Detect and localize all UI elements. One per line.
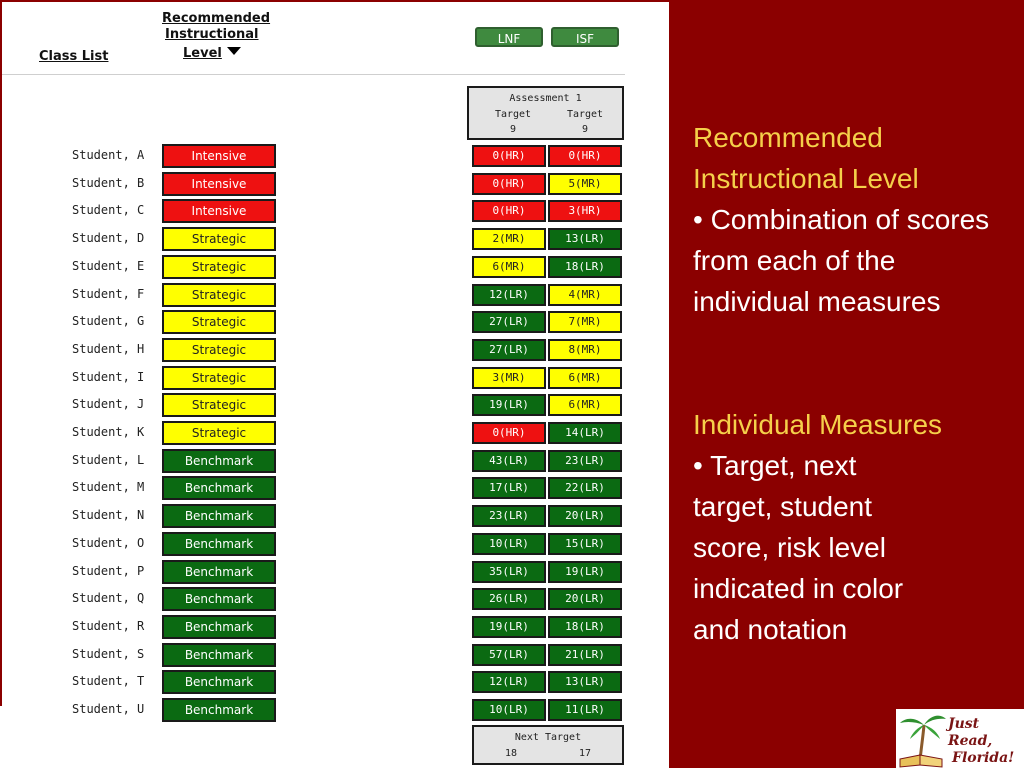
isf-score-cell: 20(LR) (548, 505, 622, 527)
rec-header-line3: Level (183, 46, 222, 61)
lnf-score-cell: 6(MR) (472, 256, 546, 278)
isf-score-cell: 6(MR) (548, 394, 622, 416)
lnf-score-cell: 57(LR) (472, 644, 546, 666)
sidebar-bullet-1: • Combination of scores from each of the individual measures (693, 204, 990, 317)
assessment-col2-target: 9 (581, 124, 589, 135)
lnf-score-cell: 0(HR) (472, 200, 546, 222)
student-name[interactable]: Student, G (72, 314, 145, 328)
lnf-score-cell: 12(LR) (472, 284, 546, 306)
lnf-score-cell: 26(LR) (472, 588, 546, 610)
instructional-level-badge: Intensive (162, 199, 276, 223)
lnf-score-cell: 3(MR) (472, 367, 546, 389)
logo-text-line2: Florida! (952, 750, 1015, 766)
student-name[interactable]: Student, N (72, 508, 145, 522)
isf-score-cell: 14(LR) (548, 422, 622, 444)
next-target-label: Next Target (514, 732, 582, 743)
student-name[interactable]: Student, K (72, 425, 145, 439)
instructional-level-badge: Strategic (162, 338, 276, 362)
explanation-panel (669, 0, 1024, 768)
student-name[interactable]: Student, C (72, 203, 145, 217)
panel-border-top (0, 0, 669, 2)
isf-score-cell: 23(LR) (548, 450, 622, 472)
isf-score-cell: 18(LR) (548, 616, 622, 638)
sort-down-icon[interactable] (227, 47, 241, 55)
student-name[interactable]: Student, Q (72, 591, 145, 605)
next-target-col1: 18 (504, 748, 518, 759)
isf-button[interactable]: ISF (551, 27, 619, 47)
assessment-header (467, 86, 624, 140)
assessment-col1-label: Target (494, 109, 532, 120)
lnf-score-cell: 10(LR) (472, 533, 546, 555)
sidebar-heading-1-line2: Instructional Level (693, 163, 919, 194)
instructional-level-badge: Benchmark (162, 476, 276, 500)
rec-header-line1: Recommended (162, 11, 271, 26)
lnf-button[interactable]: LNF (475, 27, 543, 47)
next-target-box (472, 725, 624, 765)
lnf-score-cell: 35(LR) (472, 561, 546, 583)
isf-score-cell: 6(MR) (548, 367, 622, 389)
next-target-col2: 17 (578, 748, 592, 759)
logo-text (948, 716, 1024, 767)
just-read-florida-logo (896, 709, 1024, 768)
instructional-level-badge: Benchmark (162, 698, 276, 722)
panel-border-left (0, 0, 2, 706)
lnf-score-cell: 27(LR) (472, 311, 546, 333)
student-name[interactable]: Student, O (72, 536, 145, 550)
student-name[interactable]: Student, B (72, 176, 145, 190)
lnf-score-cell: 27(LR) (472, 339, 546, 361)
instructional-level-badge: Strategic (162, 421, 276, 445)
instructional-level-badge: Benchmark (162, 670, 276, 694)
recommended-level-sort-header[interactable] (162, 11, 292, 63)
isf-score-cell: 4(MR) (548, 284, 622, 306)
assessment-col2-label: Target (566, 109, 604, 120)
instructional-level-badge: Strategic (162, 310, 276, 334)
student-name[interactable]: Student, F (72, 287, 145, 301)
lnf-score-cell: 43(LR) (472, 450, 546, 472)
rec-header-line2: Instructional (165, 27, 259, 42)
isf-score-cell: 20(LR) (548, 588, 622, 610)
lnf-score-cell: 10(LR) (472, 699, 546, 721)
instructional-level-badge: Strategic (162, 255, 276, 279)
isf-score-cell: 18(LR) (548, 256, 622, 278)
instructional-level-badge: Benchmark (162, 615, 276, 639)
lnf-score-cell: 19(LR) (472, 394, 546, 416)
student-name[interactable]: Student, I (72, 370, 145, 384)
student-name[interactable]: Student, E (72, 259, 145, 273)
instructional-level-badge: Strategic (162, 393, 276, 417)
sidebar-heading-1-line1: Recommended (693, 122, 883, 153)
lnf-score-cell: 0(HR) (472, 145, 546, 167)
student-name[interactable]: Student, P (72, 564, 145, 578)
student-name[interactable]: Student, L (72, 453, 145, 467)
instructional-level-badge: Benchmark (162, 587, 276, 611)
instructional-level-badge: Strategic (162, 283, 276, 307)
instructional-level-badge: Strategic (162, 366, 276, 390)
isf-score-cell: 21(LR) (548, 644, 622, 666)
lnf-score-cell: 2(MR) (472, 228, 546, 250)
assessment-col1-target: 9 (509, 124, 517, 135)
lnf-score-cell: 12(LR) (472, 671, 546, 693)
class-list-link[interactable]: Class List (39, 49, 109, 64)
student-name[interactable]: Student, S (72, 647, 145, 661)
instructional-level-badge: Intensive (162, 172, 276, 196)
header-divider (2, 74, 625, 75)
student-name[interactable]: Student, M (72, 480, 145, 494)
rec-header-line3-wrap (183, 43, 313, 63)
lnf-score-cell: 0(HR) (472, 173, 546, 195)
assessment-title: Assessment 1 (509, 93, 582, 104)
instructional-level-badge: Strategic (162, 227, 276, 251)
isf-score-cell: 15(LR) (548, 533, 622, 555)
student-name[interactable]: Student, H (72, 342, 145, 356)
isf-score-cell: 19(LR) (548, 561, 622, 583)
lnf-score-cell: 19(LR) (472, 616, 546, 638)
student-name[interactable]: Student, D (72, 231, 145, 245)
instructional-level-badge: Benchmark (162, 504, 276, 528)
lnf-score-cell: 17(LR) (472, 477, 546, 499)
instructional-level-badge: Benchmark (162, 643, 276, 667)
isf-score-cell: 3(HR) (548, 200, 622, 222)
lnf-score-cell: 0(HR) (472, 422, 546, 444)
student-name[interactable]: Student, R (72, 619, 145, 633)
isf-score-cell: 5(MR) (548, 173, 622, 195)
isf-score-cell: 13(LR) (548, 671, 622, 693)
logo-text-line1: Just Read, (948, 716, 993, 749)
isf-score-cell: 11(LR) (548, 699, 622, 721)
isf-score-cell: 13(LR) (548, 228, 622, 250)
student-name[interactable]: Student, T (72, 674, 145, 688)
isf-score-cell: 7(MR) (548, 311, 622, 333)
sidebar-heading-2: Individual Measures (693, 409, 943, 440)
student-name[interactable]: Student, A (72, 148, 145, 162)
sidebar-bullet-2: • Target, next target, student score, risk level indicated in color and notation (693, 450, 904, 645)
isf-score-cell: 22(LR) (548, 477, 622, 499)
palm-tree-book-icon (896, 709, 948, 768)
lnf-score-cell: 23(LR) (472, 505, 546, 527)
instructional-level-badge: Benchmark (162, 532, 276, 556)
instructional-level-badge: Intensive (162, 144, 276, 168)
student-name[interactable]: Student, J (72, 397, 145, 411)
instructional-level-badge: Benchmark (162, 449, 276, 473)
student-name[interactable]: Student, U (72, 702, 145, 716)
instructional-level-badge: Benchmark (162, 560, 276, 584)
isf-score-cell: 8(MR) (548, 339, 622, 361)
isf-score-cell: 0(HR) (548, 145, 622, 167)
